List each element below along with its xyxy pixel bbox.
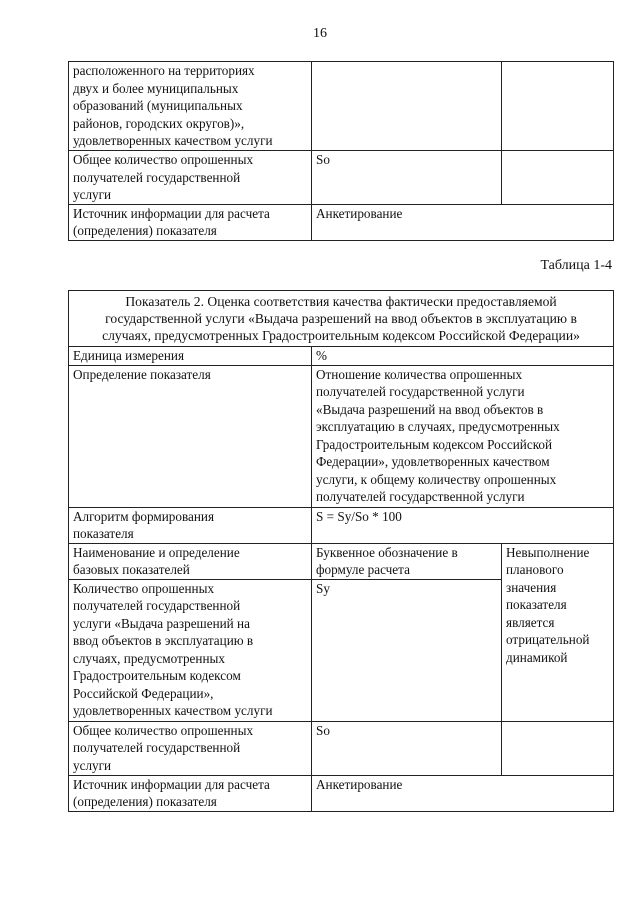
text-line: случаях, предусмотренных xyxy=(73,650,225,666)
text-line: получателей государственной услуги xyxy=(316,489,525,504)
source-value: Анкетирование xyxy=(312,204,614,240)
source-label xyxy=(69,775,312,811)
table-row xyxy=(69,543,614,579)
table-row xyxy=(69,62,614,151)
formula: S = Sy/So * 100 xyxy=(312,507,614,543)
text-line: Федерации», удовлетворенных качеством xyxy=(316,454,550,469)
table-row xyxy=(69,721,614,775)
text-line: услуги «Выдача разрешений на xyxy=(73,615,250,631)
sy-symbol: Sy xyxy=(312,579,502,721)
empty-cell xyxy=(312,62,502,151)
indicator-table xyxy=(68,290,614,812)
unit-value: % xyxy=(312,347,614,366)
letter-designation-header xyxy=(312,543,502,579)
source-value: Анкетирование xyxy=(312,775,614,811)
text-line: Отношение количества опрошенных xyxy=(316,366,523,382)
text-line: услуги xyxy=(73,187,112,202)
text-line: планового xyxy=(506,562,564,577)
text-line: (определения) показателя xyxy=(73,223,217,238)
text-line: услуги, к общему количеству опрошенных xyxy=(316,471,557,487)
text-line: услуги xyxy=(73,757,112,773)
title-line: случаях, предусмотренных Градостроительным кодексом Российской Федерации» xyxy=(102,328,580,343)
so-symbol: So xyxy=(312,151,502,205)
table-row xyxy=(69,204,614,240)
text-line: двух и более муниципальных xyxy=(73,80,239,96)
text-line: Невыполнение xyxy=(506,544,590,560)
text-line: Общее количество опрошенных xyxy=(73,722,254,738)
text-line: расположенного на территориях xyxy=(73,63,255,78)
total-respondents-label xyxy=(69,721,312,775)
text-line: Алгоритм формирования xyxy=(73,508,215,524)
empty-cell xyxy=(502,151,614,205)
text-line: Буквенное обозначение в xyxy=(316,544,458,560)
text-line: Градостроительным кодексом Российской xyxy=(316,436,553,452)
so-symbol: So xyxy=(312,721,502,775)
text-line: показателя xyxy=(73,526,134,541)
text-line: эксплуатацию в случаях, предусмотренных xyxy=(316,419,560,434)
source-label xyxy=(69,204,312,240)
text-line: значения xyxy=(506,579,557,595)
text-line: является xyxy=(506,614,555,630)
text-line: Общее количество опрошенных xyxy=(73,152,254,167)
table-row xyxy=(69,347,614,366)
text-line: показателя xyxy=(506,597,567,612)
negative-dynamics-note xyxy=(502,543,614,721)
text-line: динамикой xyxy=(506,649,568,665)
empty-cell xyxy=(502,62,614,151)
text-line: Наименование и определение xyxy=(73,544,240,560)
unit-label: Единица измерения xyxy=(69,347,312,366)
table-row xyxy=(69,775,614,811)
text-line: получателей государственной xyxy=(73,169,241,185)
title-line: Показатель 2. Оценка соответствия качества фактически предоставляемой xyxy=(125,294,557,309)
table-row xyxy=(69,151,614,205)
text-line: Источник информации для расчета xyxy=(73,205,270,221)
text-line: Градостроительным кодексом xyxy=(73,668,241,683)
text-line: «Выдача разрешений на ввод объектов в xyxy=(316,401,544,417)
text-line: ввод объектов в эксплуатацию в xyxy=(73,633,254,648)
criterion-text-cell xyxy=(69,62,312,151)
algorithm-label xyxy=(69,507,312,543)
empty-cell xyxy=(502,721,614,775)
text-line: получателей государственной xyxy=(73,740,241,755)
text-line: Количество опрошенных xyxy=(73,580,215,596)
definition-label: Определение показателя xyxy=(69,365,312,507)
text-line: получателей государственной xyxy=(73,598,241,613)
text-line: отрицательной xyxy=(506,632,590,647)
definition-value xyxy=(312,365,614,507)
text-line: удовлетворенных качеством услуги xyxy=(73,133,273,148)
text-line: получателей государственной услуги xyxy=(316,384,525,399)
text-line: формуле расчета xyxy=(316,562,410,577)
title-line: государственной услуги «Выдача разрешений на ввод объектов в эксплуатацию в xyxy=(105,311,577,326)
total-respondents-label xyxy=(69,151,312,205)
table-row xyxy=(69,291,614,347)
base-indicators-label xyxy=(69,543,312,579)
text-line: Источник информации для расчета xyxy=(73,776,270,792)
table-continuation xyxy=(68,61,614,241)
text-line: (определения) показателя xyxy=(73,794,217,809)
indicator-title xyxy=(69,291,614,347)
table-row xyxy=(69,507,614,543)
table-row xyxy=(69,365,614,507)
text-line: районов, городских округов)», xyxy=(73,115,245,131)
text-line: образований (муниципальных xyxy=(73,98,243,113)
page-number: 16 xyxy=(313,26,327,41)
text-line: удовлетворенных качеством услуги xyxy=(73,703,273,718)
satisfied-respondents-label xyxy=(69,579,312,721)
text-line: базовых показателей xyxy=(73,562,190,577)
text-line: Российской Федерации», xyxy=(73,685,214,701)
table-caption: Таблица 1-4 xyxy=(540,258,612,273)
